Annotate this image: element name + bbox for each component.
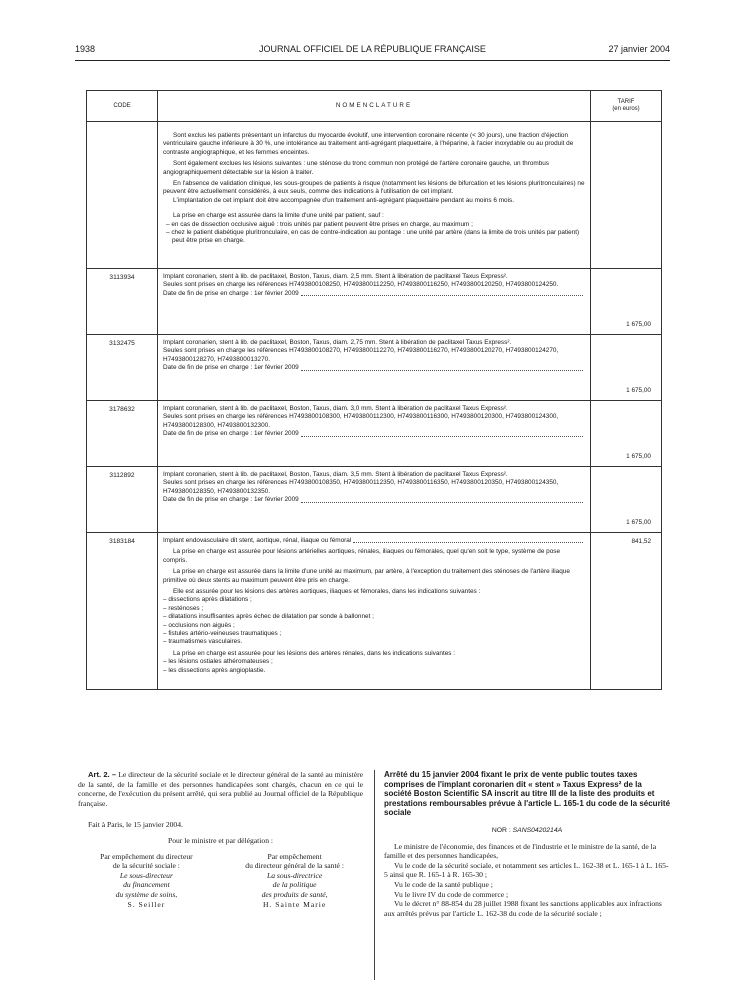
row-code: 3132475: [87, 334, 158, 400]
intro-row: [87, 122, 662, 269]
row-line: Implant coronarien, stent à lib. de paclitaxel, Boston, Taxus, diam. 2,75 mm. Stent à libération de paclitaxel Taxus Express².: [163, 338, 512, 346]
article-2: [78, 770, 363, 808]
header-rule: [75, 60, 670, 61]
col-header-code: CODE: [87, 91, 158, 122]
intro-tarif-cell: [591, 122, 662, 269]
intro-code-cell: [87, 122, 158, 269]
signatory-name: H. Sainte Marie: [262, 899, 327, 909]
row-line: Seules sont prises en charge les références H7493800108250, H7493800112250, H7493800116250, H7493800120250, H7493800124250.: [163, 281, 559, 289]
nor-value: SANS0420214A: [512, 826, 563, 834]
row-tarif: 1 675,00: [591, 268, 662, 334]
signature-line: Par empêchement: [267, 851, 322, 861]
table-header-row: [87, 91, 662, 122]
row-paragraph: Elle est assurée pour les lésions des artères aortiques, iliaques et fémorales, dans les indications suivantes :: [173, 587, 481, 595]
row-description: [158, 334, 591, 400]
row-line: Implant coronarien, stent à lib. de paclitaxel, Boston, Taxus, diam. 2,5 mm. Stent à libération de paclitaxel Taxus Express².: [163, 272, 508, 280]
row-tarif: 1 675,00: [591, 334, 662, 400]
list-item: – fistules artério-veineuses traumatiques ;: [163, 629, 282, 637]
row-title-line: [163, 537, 585, 545]
signature-line: de la sécurité sociale :: [112, 861, 180, 871]
list-item: – traumatismes vasculaires.: [163, 638, 243, 646]
intro-paragraph: En l'absence de validation clinique, les sous-groupes de patients à risque (notamment les lésions de bifurcation et les lésions pluritronculaires) ne peuvent être actuellement considérés, à eux seuls, comme des indications à l'utilisation de cet implant.: [163, 180, 585, 196]
row-line: Seules sont prises en charge les références H7493800108300, H7493800112300, H7493800116300, H7493800120300, H7493800124300, H7493800128300, H7493800132300.: [163, 413, 559, 429]
row-date-line: [163, 290, 585, 298]
signature-line: du financement: [123, 880, 170, 890]
table-row: [87, 268, 662, 334]
signature-line: Par empêchement du directeur: [100, 851, 193, 861]
intro-paragraph: Sont également exclues les lésions suivantes : une sténose du tronc commun non protégé de l'artère coronaire gauche, un thrombus angiographiquement détectable sur la lésion à traiter.: [163, 160, 550, 176]
row-description: [158, 400, 591, 466]
left-column: [78, 770, 363, 909]
table-row: [87, 400, 662, 466]
nor-label: NOR :: [491, 826, 511, 834]
visa-paragraph: Vu le code de la sécurité sociale, et notamment ses articles L. 162-38 et L. 165-1 à L. 165-5 ainsi que R. 165-1 à R. 165-30 ;: [384, 860, 669, 880]
row-paragraph: La prise en charge est assurée pour lésions artérielles aortiques, rénales, iliaques ou fémorales, quel qu'en soit le type, système de pose compris.: [163, 548, 561, 564]
signature-line: de la politique: [272, 880, 317, 890]
visa-paragraph: Vu le décret n° 88-854 du 28 juillet 1988 fixant les sanctions applicables aux infractions aux arrêtés prévus par l'article L. 162-38 du code de la sécurité sociale ;: [384, 899, 662, 918]
signature-line: des produits de santé,: [261, 889, 328, 899]
row-description: [158, 532, 591, 689]
signature-line: du directeur général de la santé :: [245, 861, 344, 871]
visa-paragraph: Vu le code de la santé publique ;: [394, 879, 493, 889]
row-tarif: 1 675,00: [591, 466, 662, 532]
row-line: Seules sont prises en charge les références H7493800108350, H7493800112350, H7493800116350, H7493800120350, H7493800124350, H7493800128350, H7493800132350.: [163, 479, 559, 495]
signatures: [78, 852, 363, 910]
list-item: – les dissections après angioplastie.: [163, 666, 266, 674]
article-text: Le directeur de la sécurité sociale et le directeur général de la santé au ministère de la santé, de la famille et des personnes handicapées sont chargés, chacun en ce qui le concerne, de l'exécution du présent arrêté, qui sera publié au Journal officiel de la République française.: [78, 770, 364, 808]
table-row: [87, 334, 662, 400]
col-header-nomenclature: NOMENCLATURE: [158, 91, 591, 122]
row-code: 3183184: [87, 532, 158, 689]
row-date: Date de fin de prise en charge : 1er février 2009: [163, 430, 299, 438]
row-date: Date de fin de prise en charge : 1er février 2009: [163, 496, 299, 504]
col-header-tarif: TARIF (en euros): [591, 91, 662, 122]
page-header: [75, 44, 670, 58]
right-column: [384, 770, 670, 918]
row-date-line: [163, 496, 585, 504]
signature-line: du système de soins,: [115, 889, 178, 899]
row-paragraph: La prise en charge est assurée pour les lésions des artères rénales, dans les indications suivantes :: [173, 649, 456, 657]
row-title: Implant endovasculaire dit stent, aortique, rénal, iliaque ou fémoral: [163, 536, 352, 544]
list-item: – les lésions ostiales athéromateuses ;: [163, 658, 273, 666]
table-row: [87, 532, 662, 689]
issue-date: 27 janvier 2004: [608, 44, 670, 54]
row-description: [158, 268, 591, 334]
list-item: – dissections après dilatations ;: [163, 596, 252, 604]
row-date: Date de fin de prise en charge : 1er février 2009: [163, 364, 299, 372]
row-date-line: [163, 430, 585, 438]
row-code: 3112892: [87, 466, 158, 532]
row-description: [158, 466, 591, 532]
row-date: Date de fin de prise en charge : 1er février 2009: [163, 289, 299, 297]
list-item: – dilatations insuffisantes après échec de dilatation par sonde à ballonnet ;: [163, 613, 374, 621]
delegation-line: Pour le ministre et par délégation :: [167, 835, 274, 845]
signature-place-date: Fait à Paris, le 15 janvier 2004.: [88, 820, 183, 830]
list-item: – occlusions non aiguës ;: [163, 621, 235, 629]
page-number: 1938: [75, 44, 96, 54]
intro-paragraph: Sont exclus les patients présentant un infarctus du myocarde évolutif, une intervention coronaire récente (< 30 jours), une fraction d'éjection ventriculaire gauche inférieure à 30 %, une intolérance au traitement anti-agrégant plaquettaire, à l'héparine, à l'acier inoxydable ou au produit de contraste angiographique, et les femmes enceintes.: [163, 132, 574, 156]
intro-paragraph: L'implantation de cet implant doit être accompagnée d'un traitement anti-agrégant plaquettaire pendant au moins 6 mois.: [173, 196, 514, 204]
visa-paragraph: Vu le livre IV du code de commerce ;: [394, 889, 509, 899]
article-label: Art. 2. –: [88, 770, 117, 779]
row-code: 3113934: [87, 268, 158, 334]
row-line: Implant coronarien, stent à lib. de paclitaxel, Boston, Taxus, diam. 3,0 mm. Stent à libération de paclitaxel Taxus Express².: [163, 404, 508, 412]
row-paragraph: La prise en charge est assurée dans la limite d'une unité au maximum, par artère, à l'exception du traitement des sténoses de l'artère iliaque primitive où deux stents au maximum peuvent être pris en charge.: [163, 568, 570, 584]
signatory-name: S. Seiller: [127, 899, 166, 909]
journal-title: JOURNAL OFFICIEL DE LA RÉPUBLIQUE FRANÇAISE: [259, 44, 486, 54]
signature-line: La sous-directrice: [267, 870, 323, 880]
signature-left: [78, 852, 215, 910]
column-divider: [374, 770, 375, 980]
preamble-paragraph: Le ministre de l'économie, des finances et de l'industrie et le ministre de la santé, de la famille et des personnes handicapées,: [384, 841, 657, 861]
row-line: Seules sont prises en charge les références H7493800108270, H7493800112270, H7493800116270, H7493800120270, H7493800124270, H7493800128270, H7493800013270.: [163, 347, 559, 363]
nor-reference: [384, 826, 670, 836]
row-date-line: [163, 364, 585, 372]
nomenclature-table: [86, 90, 662, 690]
arrete-title: Arrêté du 15 janvier 2004 fixant le prix de vente public toutes taxes comprises de l'implant coronarien dit « stent » Taxus Express² de la société Boston Scientific SA inscrit au titre III de la liste des produits et prestations remboursables prévue à l'article L. 165-1 du code de la sécurité sociale: [384, 770, 671, 818]
list-item: – resténoses ;: [163, 604, 204, 612]
signature-line: Le sous-directeur: [119, 870, 173, 880]
row-tarif: 841,52: [591, 532, 662, 689]
signature-right: [226, 852, 363, 910]
intro-paragraph: La prise en charge est assurée dans la limite d'une unité par patient, sauf :: [173, 212, 384, 220]
row-tarif: 1 675,00: [591, 400, 662, 466]
row-line: Implant coronarien, stent à lib. de paclitaxel, Boston, Taxus, diam. 3,5 mm. Stent à libération de paclitaxel Taxus Express².: [163, 470, 508, 478]
intro-text-cell: [158, 122, 591, 269]
table-row: [87, 466, 662, 532]
intro-dash-item: – chez le patient diabétique pluritronculaire, en cas de contre-indication au pontage : une unité par artère (dans la limite de trois unités par patient) peut être prise en charge.: [166, 229, 580, 245]
intro-dash-item: – en cas de dissection occlusive aiguë : trois unités par patient peuvent être prises en charge, au maximum ;: [166, 220, 473, 228]
row-code: 3178632: [87, 400, 158, 466]
